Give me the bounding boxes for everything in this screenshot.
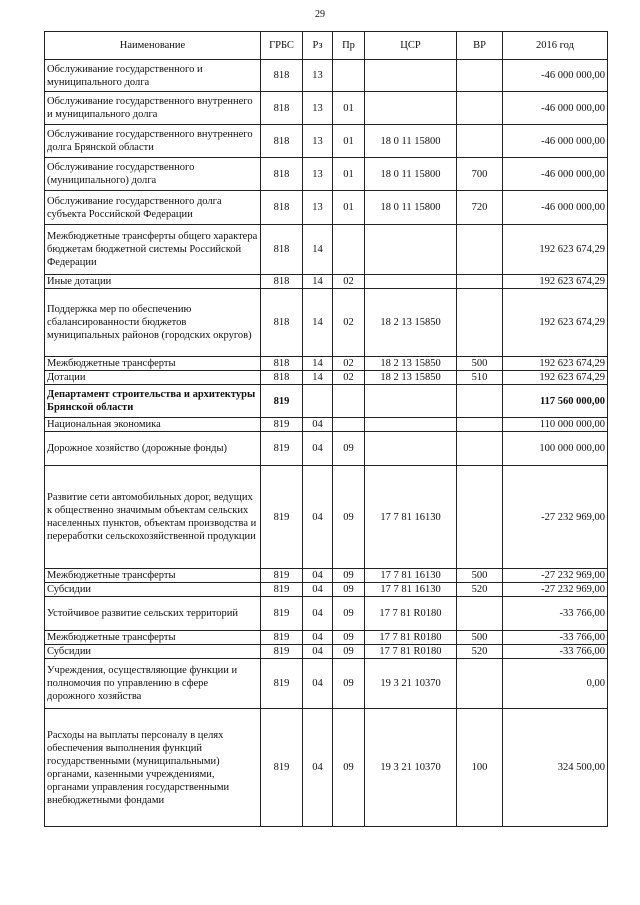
table-row	[45, 631, 608, 645]
cell-vr	[457, 225, 503, 275]
cell-grbs: 818	[261, 158, 303, 191]
cell-vr	[457, 289, 503, 357]
cell-csr: 18 0 11 15800	[365, 125, 457, 158]
cell-name: Межбюджетные трансферты	[45, 631, 261, 645]
cell-csr: 17 7 81 16130	[365, 569, 457, 583]
table-row	[45, 275, 608, 289]
header-row	[45, 32, 608, 60]
cell-pr: 09	[333, 569, 365, 583]
cell-amount: -46 000 000,00	[503, 125, 608, 158]
cell-grbs: 818	[261, 60, 303, 92]
cell-vr	[457, 275, 503, 289]
cell-name: Межбюджетные трансферты общего характера бюджетам бюджетной системы Российской Федерации	[45, 225, 261, 275]
cell-vr	[457, 659, 503, 709]
cell-vr	[457, 60, 503, 92]
cell-amount: -27 232 969,00	[503, 583, 608, 597]
table-row	[45, 418, 608, 432]
cell-grbs: 819	[261, 631, 303, 645]
cell-vr: 500	[457, 631, 503, 645]
cell-name: Межбюджетные трансферты	[45, 357, 261, 371]
cell-name: Дорожное хозяйство (дорожные фонды)	[45, 432, 261, 466]
cell-amount: 192 623 674,29	[503, 225, 608, 275]
cell-amount: 100 000 000,00	[503, 432, 608, 466]
cell-amount: -46 000 000,00	[503, 191, 608, 225]
table-row	[45, 645, 608, 659]
cell-grbs: 819	[261, 659, 303, 709]
cell-csr: 18 2 13 15850	[365, 357, 457, 371]
column-header: Наименование	[45, 32, 261, 60]
cell-pr: 02	[333, 371, 365, 385]
cell-grbs: 818	[261, 191, 303, 225]
cell-csr: 17 7 81 16130	[365, 583, 457, 597]
cell-grbs: 819	[261, 385, 303, 418]
column-header: Рз	[303, 32, 333, 60]
cell-name: Учреждения, осуществляющие функции и полномочия по управлению в сфере дорожного хозяйства	[45, 659, 261, 709]
column-header: 2016 год	[503, 32, 608, 60]
cell-grbs: 819	[261, 466, 303, 569]
cell-rz: 04	[303, 709, 333, 827]
cell-vr: 500	[457, 569, 503, 583]
cell-rz: 04	[303, 597, 333, 631]
table-row	[45, 709, 608, 827]
table-row	[45, 583, 608, 597]
cell-rz: 14	[303, 225, 333, 275]
column-header: ЦСР	[365, 32, 457, 60]
cell-grbs: 818	[261, 371, 303, 385]
cell-csr	[365, 225, 457, 275]
cell-amount: 192 623 674,29	[503, 357, 608, 371]
cell-vr: 100	[457, 709, 503, 827]
table-row	[45, 385, 608, 418]
cell-pr: 02	[333, 357, 365, 371]
cell-rz: 04	[303, 659, 333, 709]
cell-amount: 192 623 674,29	[503, 275, 608, 289]
table-row	[45, 371, 608, 385]
cell-vr	[457, 597, 503, 631]
cell-rz: 04	[303, 583, 333, 597]
cell-amount: -46 000 000,00	[503, 60, 608, 92]
cell-rz: 14	[303, 275, 333, 289]
cell-pr	[333, 225, 365, 275]
page-number: 29	[315, 9, 325, 20]
cell-grbs: 819	[261, 645, 303, 659]
cell-amount: -46 000 000,00	[503, 92, 608, 125]
table-row	[45, 357, 608, 371]
cell-pr: 02	[333, 275, 365, 289]
cell-name: Обслуживание государственного внутреннего долга Брянской области	[45, 125, 261, 158]
column-header: ВР	[457, 32, 503, 60]
cell-amount: 117 560 000,00	[503, 385, 608, 418]
cell-grbs: 818	[261, 225, 303, 275]
cell-rz: 04	[303, 631, 333, 645]
cell-pr: 02	[333, 289, 365, 357]
cell-csr: 18 2 13 15850	[365, 371, 457, 385]
cell-amount: -27 232 969,00	[503, 569, 608, 583]
cell-amount: 192 623 674,29	[503, 371, 608, 385]
cell-name: Развитие сети автомобильных дорог, ведущих к общественно значимым объектам сельских населенных пунктов, объектам производства и переработки сельскохозяйственной продукции	[45, 466, 261, 569]
cell-rz: 04	[303, 466, 333, 569]
cell-name: Субсидии	[45, 645, 261, 659]
cell-vr	[457, 418, 503, 432]
cell-rz: 13	[303, 158, 333, 191]
cell-amount: 324 500,00	[503, 709, 608, 827]
column-header: Пр	[333, 32, 365, 60]
cell-vr	[457, 125, 503, 158]
cell-vr: 720	[457, 191, 503, 225]
cell-grbs: 818	[261, 357, 303, 371]
cell-name: Межбюджетные трансферты	[45, 569, 261, 583]
cell-csr	[365, 432, 457, 466]
cell-csr: 19 3 21 10370	[365, 659, 457, 709]
cell-vr: 700	[457, 158, 503, 191]
cell-name: Устойчивое развитие сельских территорий	[45, 597, 261, 631]
cell-rz: 04	[303, 432, 333, 466]
cell-csr: 19 3 21 10370	[365, 709, 457, 827]
cell-grbs: 818	[261, 289, 303, 357]
cell-name: Дотации	[45, 371, 261, 385]
cell-rz: 13	[303, 191, 333, 225]
cell-pr: 09	[333, 631, 365, 645]
cell-amount: 192 623 674,29	[503, 289, 608, 357]
cell-name: Национальная экономика	[45, 418, 261, 432]
cell-grbs: 819	[261, 418, 303, 432]
cell-csr	[365, 385, 457, 418]
table-row	[45, 60, 608, 92]
cell-rz	[303, 385, 333, 418]
cell-name: Обслуживание государственного долга субъекта Российской Федерации	[45, 191, 261, 225]
cell-name: Расходы на выплаты персоналу в целях обеспечения выполнения функций государственными (муниципальными) органами, казенными учреждениями, органами управления государственными внебюджетными фондами	[45, 709, 261, 827]
cell-vr	[457, 92, 503, 125]
cell-name: Субсидии	[45, 583, 261, 597]
column-header: ГРБС	[261, 32, 303, 60]
cell-vr: 500	[457, 357, 503, 371]
cell-grbs: 819	[261, 583, 303, 597]
table-row	[45, 191, 608, 225]
cell-csr: 17 7 81 R0180	[365, 597, 457, 631]
cell-rz: 14	[303, 371, 333, 385]
table-row	[45, 225, 608, 275]
cell-pr	[333, 385, 365, 418]
cell-name: Иные дотации	[45, 275, 261, 289]
cell-name: Обслуживание государственного (муниципального) долга	[45, 158, 261, 191]
cell-amount: 0,00	[503, 659, 608, 709]
table-row	[45, 289, 608, 357]
table-row	[45, 92, 608, 125]
cell-grbs: 819	[261, 569, 303, 583]
cell-grbs: 819	[261, 432, 303, 466]
cell-pr: 09	[333, 597, 365, 631]
cell-vr: 520	[457, 645, 503, 659]
cell-vr: 520	[457, 583, 503, 597]
cell-pr: 09	[333, 432, 365, 466]
cell-amount: -33 766,00	[503, 631, 608, 645]
cell-csr: 17 7 81 16130	[365, 466, 457, 569]
cell-rz: 04	[303, 418, 333, 432]
cell-csr	[365, 92, 457, 125]
cell-pr	[333, 60, 365, 92]
cell-pr: 01	[333, 92, 365, 125]
cell-rz: 04	[303, 645, 333, 659]
cell-amount: 110 000 000,00	[503, 418, 608, 432]
table-row	[45, 597, 608, 631]
cell-pr: 09	[333, 709, 365, 827]
cell-csr: 18 0 11 15800	[365, 158, 457, 191]
cell-amount: -27 232 969,00	[503, 466, 608, 569]
cell-pr: 01	[333, 191, 365, 225]
cell-rz: 14	[303, 357, 333, 371]
cell-csr	[365, 275, 457, 289]
cell-pr: 09	[333, 466, 365, 569]
cell-name: Поддержка мер по обеспечению сбалансированности бюджетов муниципальных районов (городских округов)	[45, 289, 261, 357]
cell-name: Обслуживание государственного внутреннего и муниципального долга	[45, 92, 261, 125]
cell-grbs: 818	[261, 275, 303, 289]
table-row	[45, 569, 608, 583]
cell-pr: 09	[333, 645, 365, 659]
cell-amount: -33 766,00	[503, 645, 608, 659]
table-row	[45, 466, 608, 569]
cell-rz: 13	[303, 125, 333, 158]
cell-csr: 18 0 11 15800	[365, 191, 457, 225]
cell-csr: 17 7 81 R0180	[365, 645, 457, 659]
cell-vr	[457, 385, 503, 418]
cell-grbs: 819	[261, 709, 303, 827]
cell-name: Департамент строительства и архитектуры Брянской области	[45, 385, 261, 418]
cell-rz: 13	[303, 60, 333, 92]
cell-grbs: 819	[261, 597, 303, 631]
cell-rz: 04	[303, 569, 333, 583]
cell-amount: -33 766,00	[503, 597, 608, 631]
cell-grbs: 818	[261, 92, 303, 125]
cell-pr: 01	[333, 125, 365, 158]
cell-vr: 510	[457, 371, 503, 385]
cell-pr: 09	[333, 583, 365, 597]
cell-rz: 14	[303, 289, 333, 357]
budget-table	[44, 31, 608, 827]
cell-csr	[365, 418, 457, 432]
cell-amount: -46 000 000,00	[503, 158, 608, 191]
cell-pr: 01	[333, 158, 365, 191]
cell-grbs: 818	[261, 125, 303, 158]
cell-vr	[457, 432, 503, 466]
cell-pr: 09	[333, 659, 365, 709]
table-row	[45, 659, 608, 709]
table-row	[45, 432, 608, 466]
cell-csr	[365, 60, 457, 92]
cell-rz: 13	[303, 92, 333, 125]
table-row	[45, 158, 608, 191]
table-row	[45, 125, 608, 158]
cell-csr: 18 2 13 15850	[365, 289, 457, 357]
cell-csr: 17 7 81 R0180	[365, 631, 457, 645]
cell-pr	[333, 418, 365, 432]
cell-name: Обслуживание государственного и муниципального долга	[45, 60, 261, 92]
cell-vr	[457, 466, 503, 569]
